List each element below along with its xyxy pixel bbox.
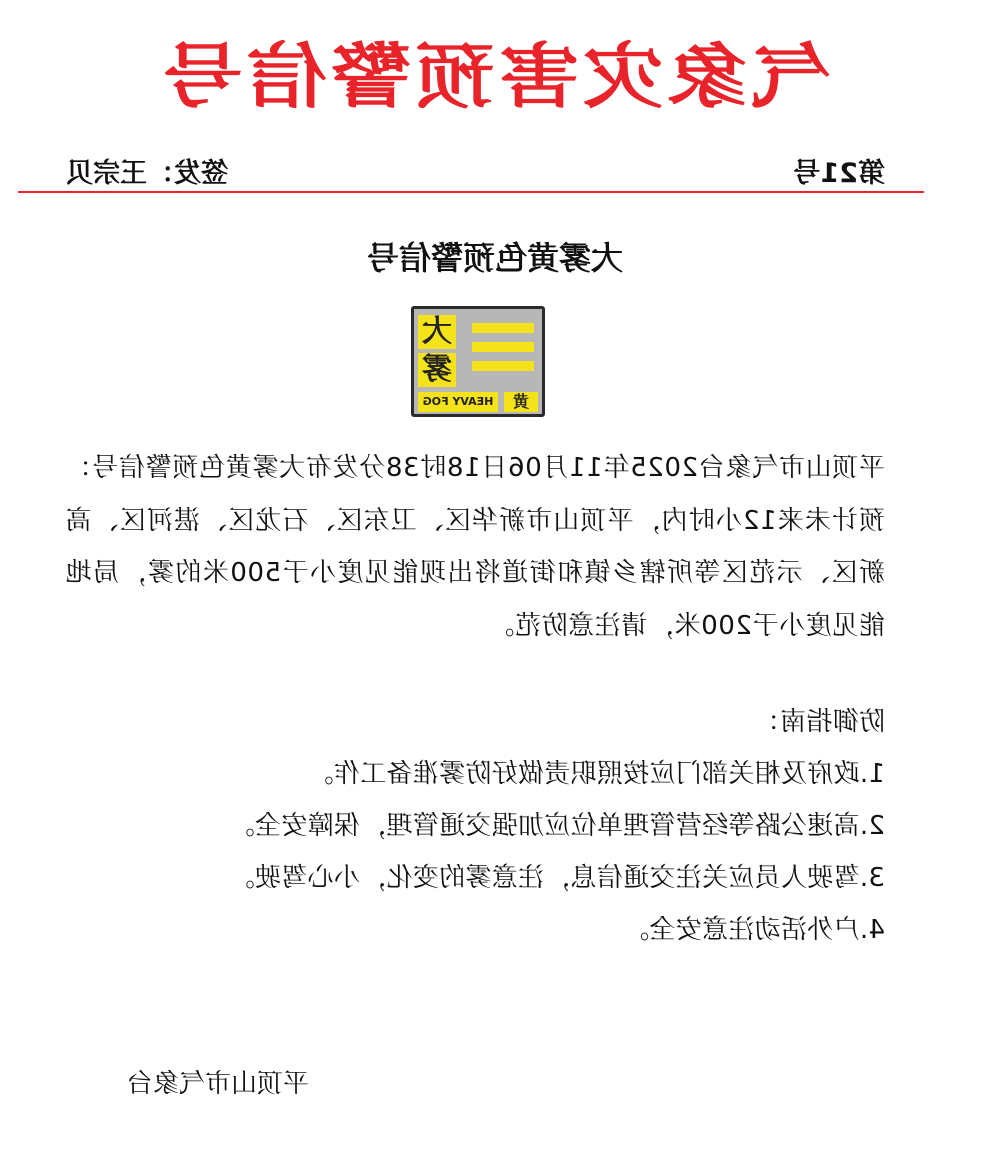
issuer-line <box>66 156 228 192</box>
guidance-item: 3.驾驶人员应关注交通信息，注意雾的变化，小心驾驶。 <box>228 863 885 893</box>
badge-level-char: 黄 <box>504 392 538 412</box>
guidance-item: 4.户外活动注意安全。 <box>622 915 885 945</box>
guidance-item: 1.政府及相关部门应按照职责做好防雾准备工作。 <box>307 759 885 789</box>
warning-body: 平顶山市气象台2025年11月06日18时38分发布大雾黄色预警信号：预计未来12小时内，平顶山市新华区、卫东区、石龙区、湛河区、高新区、示范区等所辖乡镇和街道将出现能见度小于500米的雾，局地能见度小于200米，请注意防范。 <box>65 453 885 641</box>
guidance-item: 2.高速公路等经营管理单位应加强交通管理，保障安全。 <box>228 811 885 841</box>
issuer-name: 王宗贝 <box>66 158 147 189</box>
badge-english-label: HEAVY FOG <box>418 392 498 412</box>
document-title: 气象灾害预警信号 <box>159 35 831 118</box>
badge-char-bottom: 雾 <box>418 353 456 387</box>
guidance-heading: 防御指南： <box>753 707 885 737</box>
badge-bar <box>472 361 534 371</box>
badge-bar <box>472 323 534 333</box>
issuing-office-signature: 平顶山市气象台 <box>126 1069 309 1099</box>
warning-title: 大雾黄色预警信号 <box>367 239 624 277</box>
badge-bar <box>472 342 534 352</box>
issue-number: 第21号 <box>793 158 885 189</box>
heavy-fog-warning-icon <box>411 306 545 417</box>
issuer-label: 签发： <box>147 158 228 189</box>
badge-char-top: 大 <box>418 315 456 349</box>
header-divider <box>18 191 924 193</box>
